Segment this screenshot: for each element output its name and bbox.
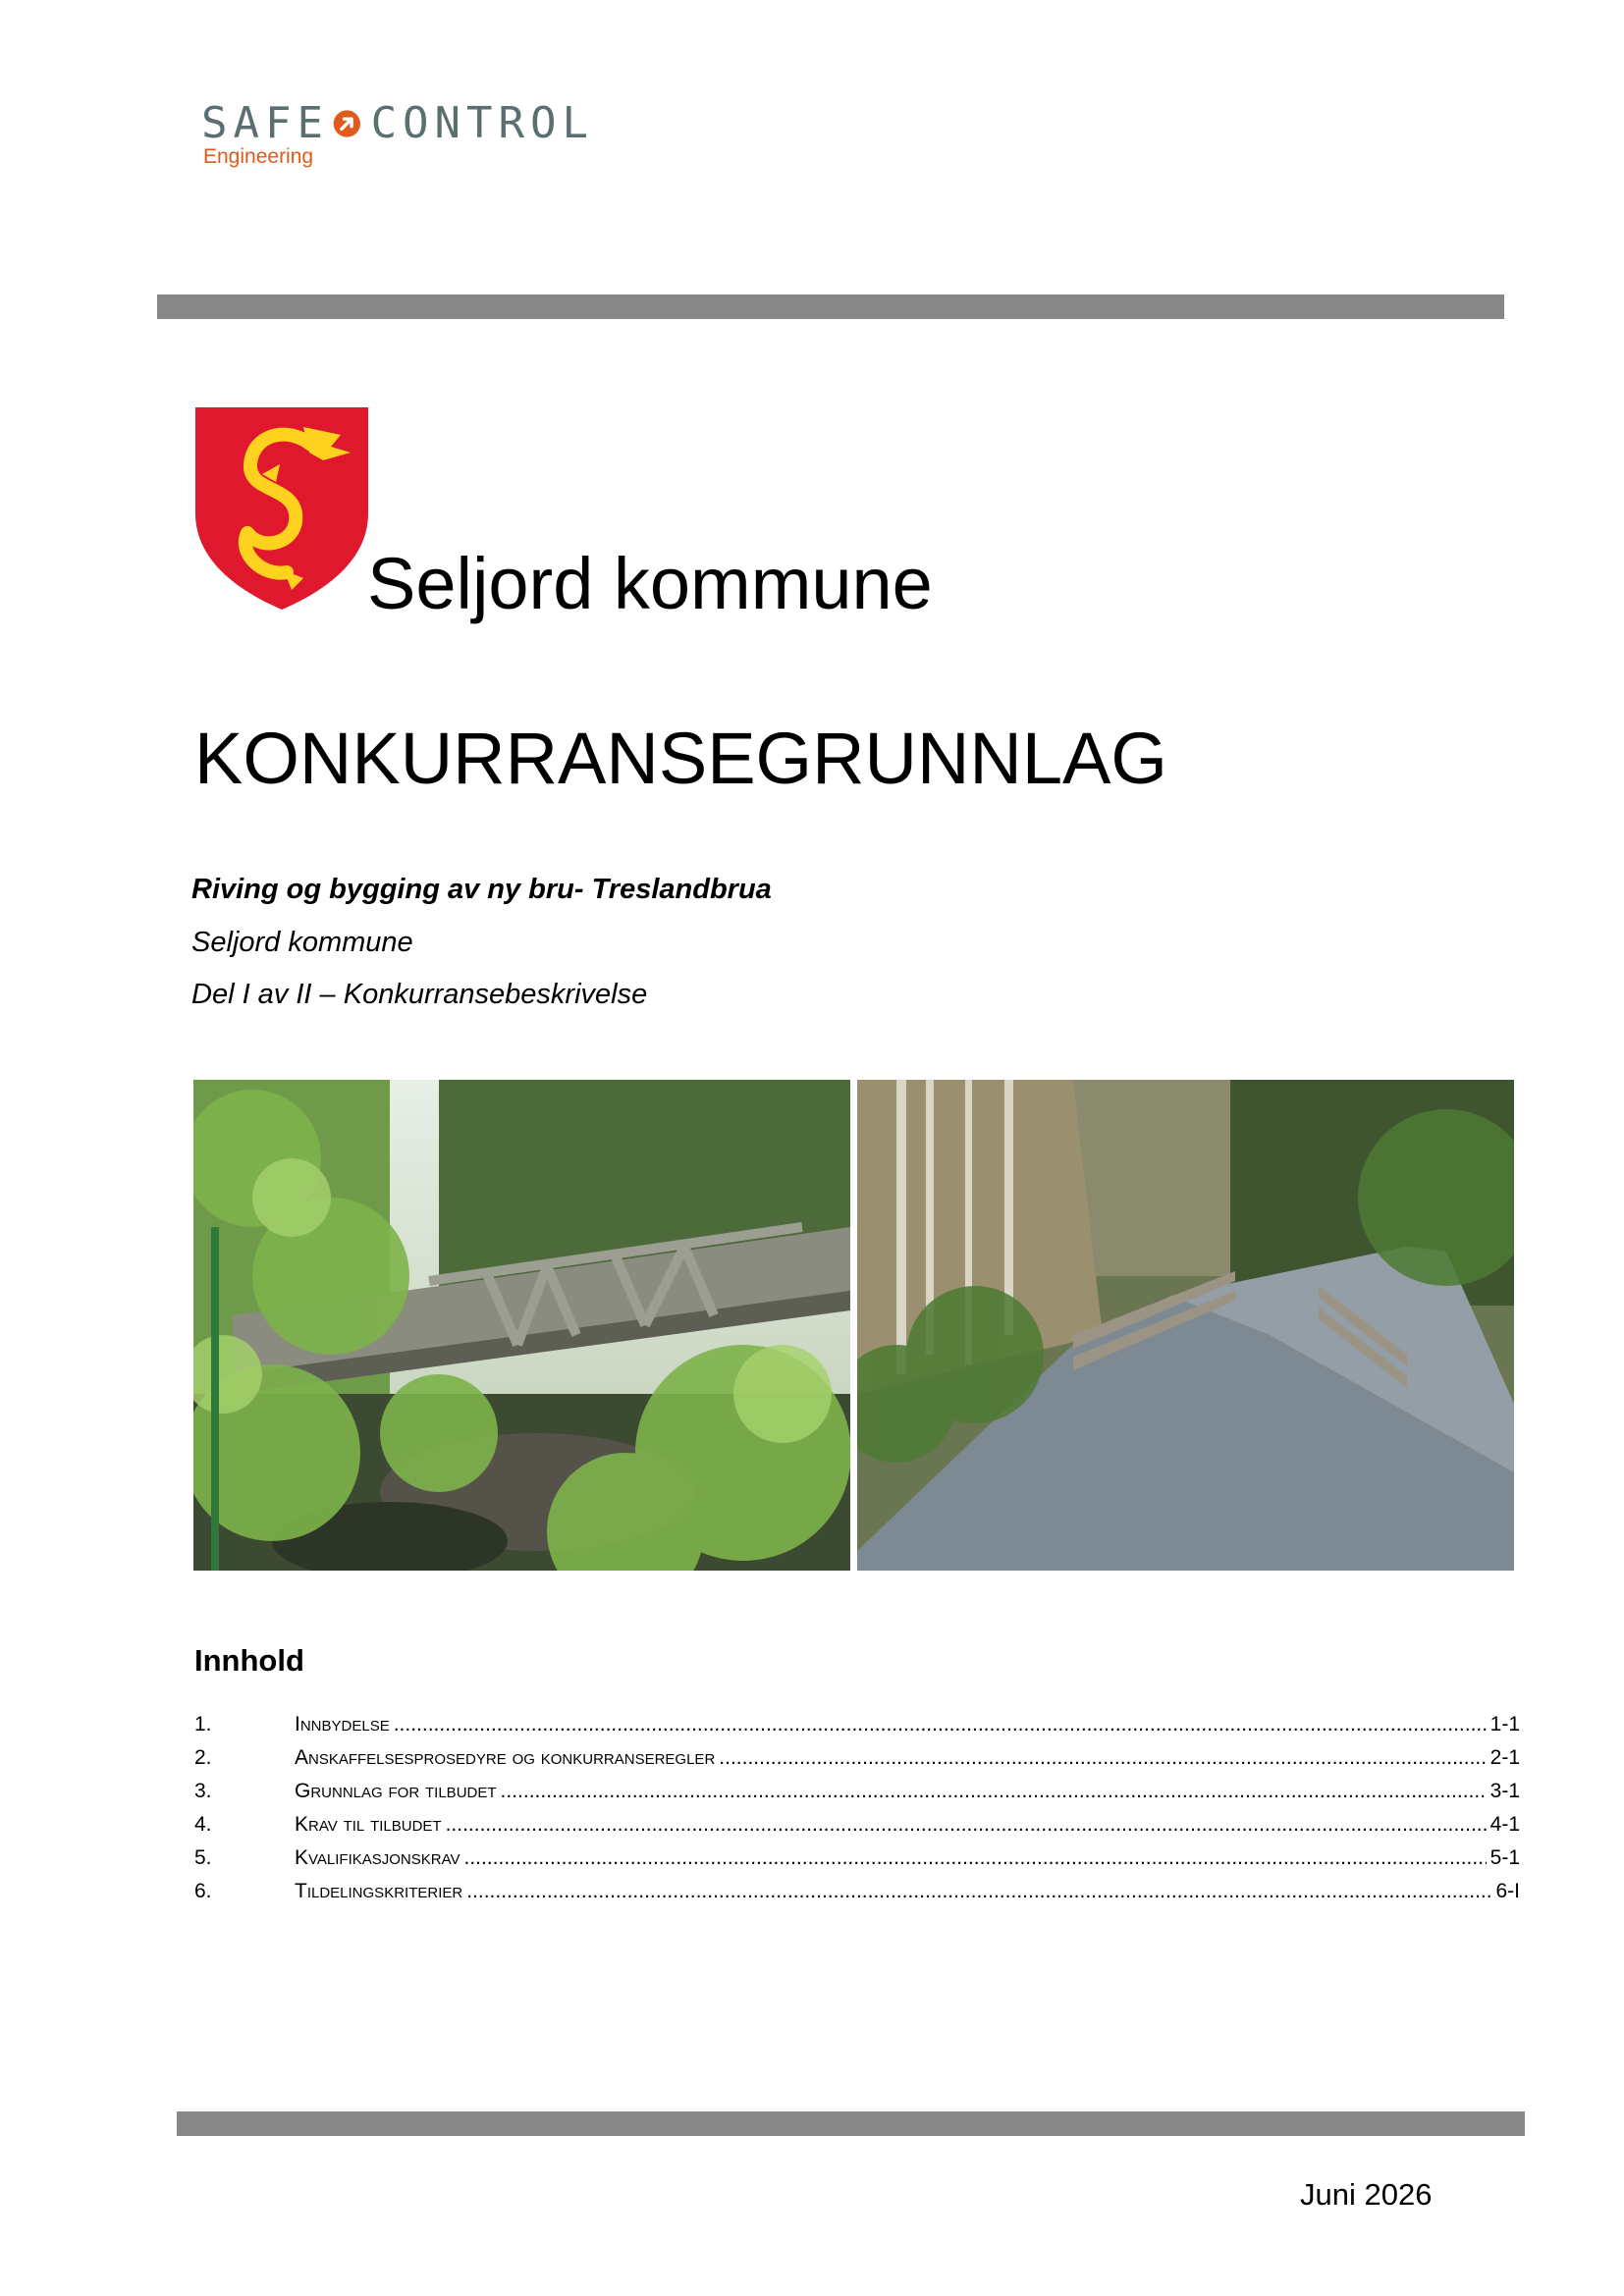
bridge-side-view-photo: [193, 1080, 850, 1571]
toc-entry-number: 2.: [194, 1746, 212, 1769]
toc-entry-title[interactable]: Krav til tilbudet: [295, 1813, 442, 1836]
toc-entry-number: 4.: [194, 1813, 212, 1836]
arrow-up-right-circle-icon: [333, 103, 361, 144]
toc-leader-dots: [466, 1880, 1491, 1903]
client-name: Seljord kommune: [191, 927, 413, 958]
logo-subtitle: Engineering: [203, 145, 314, 168]
bridge-road-view-photo: [857, 1080, 1514, 1571]
safe-control-logo: [201, 98, 594, 177]
project-title: Riving og bygging av ny bru- Treslandbrua: [191, 874, 772, 905]
toc-heading: Innhold: [194, 1643, 304, 1678]
dragon-shield-icon: [193, 405, 370, 612]
toc-entry[interactable]: [194, 1780, 1520, 1813]
toc-entry-page: 5-1: [1489, 1846, 1520, 1869]
toc-entry-title[interactable]: Innbydelse: [295, 1713, 390, 1735]
toc-entry-page: 1-1: [1489, 1713, 1520, 1735]
toc-entry-title[interactable]: Kvalifikasjonskrav: [295, 1846, 460, 1869]
logo-word-control: CONTROL: [370, 98, 594, 148]
toc-entry-title[interactable]: Grunnlag for tilbudet: [295, 1780, 497, 1802]
toc-entry[interactable]: [194, 1880, 1520, 1913]
toc-entry-title[interactable]: Anskaffelsesprosedyre og konkurranseregler: [295, 1746, 716, 1769]
toc-entry-number: 3.: [194, 1780, 212, 1802]
toc-leader-dots: [464, 1846, 1487, 1870]
toc-entry[interactable]: [194, 1813, 1520, 1846]
bottom-rule-bar: [177, 2111, 1525, 2136]
logo-word-safe: SAFE: [201, 98, 329, 148]
toc-entry-number: 1.: [194, 1713, 212, 1735]
toc-leader-dots: [719, 1746, 1486, 1770]
toc-entry-page: 4-1: [1489, 1813, 1520, 1836]
toc-entry-number: 6.: [194, 1880, 212, 1902]
toc-leader-dots: [394, 1713, 1487, 1736]
document-date: Juni 2026: [1300, 2177, 1433, 2212]
toc-leader-dots: [501, 1780, 1487, 1803]
toc-entry[interactable]: [194, 1746, 1520, 1780]
document-title: KONKURRANSEGRUNNLAG: [194, 718, 1167, 799]
toc-entry[interactable]: [194, 1713, 1520, 1746]
toc-entry-number: 5.: [194, 1846, 212, 1869]
toc-entry-title[interactable]: Tildelingskriterier: [295, 1880, 463, 1902]
toc-entry-page: 6-I: [1495, 1880, 1520, 1902]
municipality-name: Seljord kommune: [367, 543, 933, 624]
table-of-contents: [194, 1713, 1520, 1913]
top-rule-bar: [157, 294, 1504, 319]
toc-leader-dots: [446, 1813, 1487, 1837]
toc-entry-page: 3-1: [1489, 1780, 1520, 1802]
toc-entry[interactable]: [194, 1846, 1520, 1880]
toc-entry-page: 2-1: [1489, 1746, 1520, 1769]
document-part: Del I av II – Konkurransebeskrivelse: [191, 979, 648, 1010]
